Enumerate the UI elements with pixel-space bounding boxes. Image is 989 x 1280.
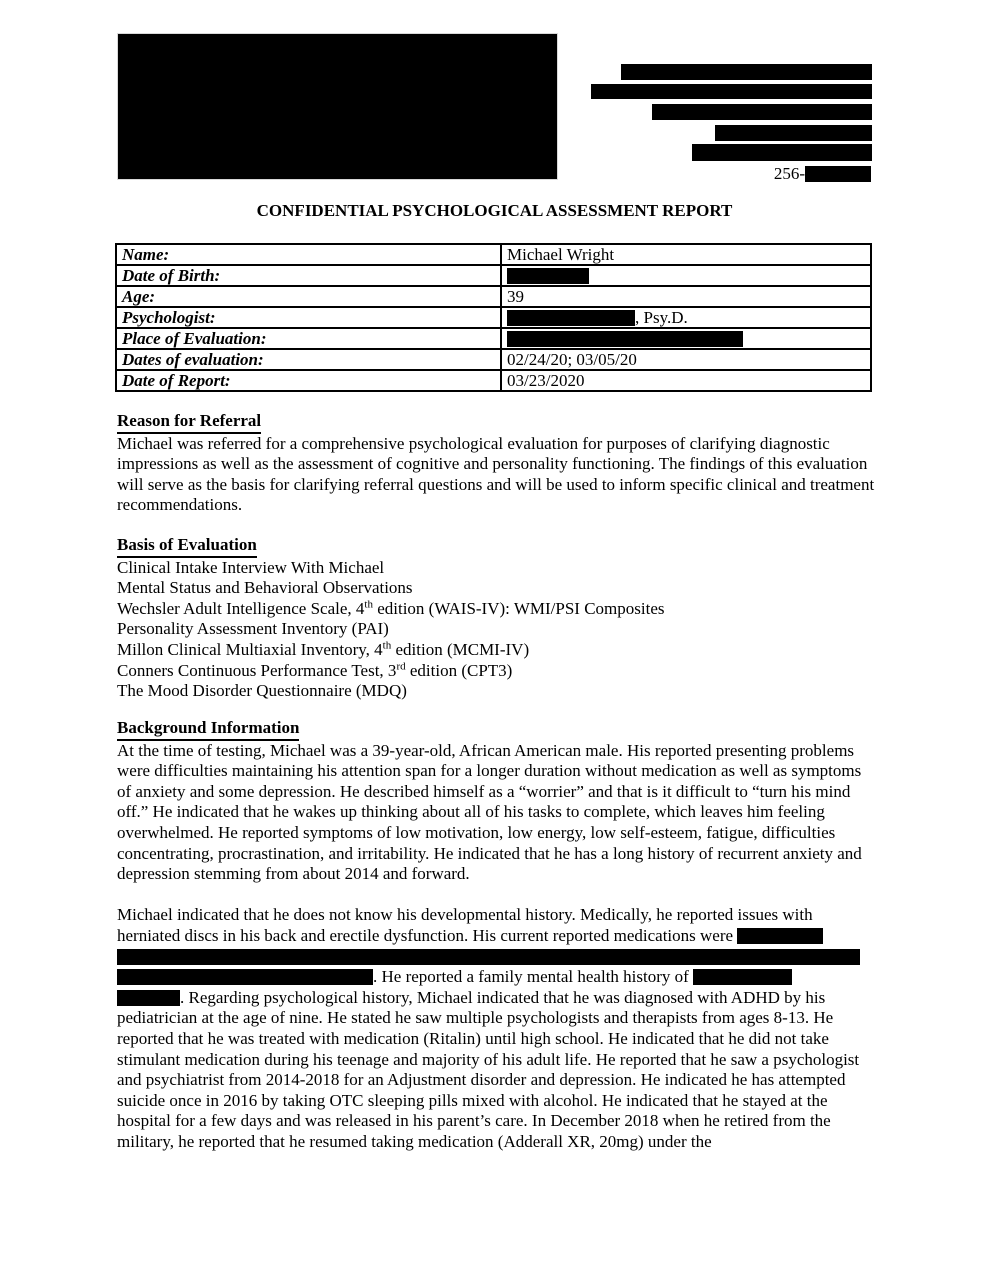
redaction-bar [652,104,872,120]
paragraph: Millon Clinical Multiaxial Inventory, 4th edition (MCMI-IV) [117,639,530,659]
section-heading: Background Information [117,718,299,741]
text-redaction [693,969,792,985]
redaction-bar [715,125,872,141]
info-label: Dates of evaluation: [116,349,501,370]
info-value: 39 [501,286,871,307]
report-title: CONFIDENTIAL PSYCHOLOGICAL ASSESSMENT REPORT [256,201,733,220]
ordinal-superscript: rd [396,659,406,672]
info-row [116,349,871,370]
redaction-bar [805,166,871,182]
text-redaction [507,310,635,326]
info-value [501,265,871,286]
info-value: , Psy.D. [501,307,871,328]
info-row [116,328,871,349]
info-row [116,370,871,391]
section-basis-of-evaluation [117,535,875,702]
info-label: Place of Evaluation: [116,328,501,349]
info-label: Psychologist: [116,307,501,328]
redaction-bar [621,64,872,80]
paragraph: Wechsler Adult Intelligence Scale, 4th edition (WAIS-IV): WMI/PSI Composites [117,598,665,618]
paragraph: The Mood Disorder Questionnaire (MDQ) [117,681,407,701]
info-row [116,286,871,307]
info-label: Name: [116,244,501,265]
paragraph: Conners Continuous Performance Test, 3rd edition (CPT3) [117,659,513,680]
section-heading: Reason for Referral [117,411,261,434]
paragraph: Mental Status and Behavioral Observations [117,578,413,598]
paragraph: Michael was referred for a comprehensive psychological evaluation for purposes of clarifying diagnostic impressions as well as the assessment of cognitive and personality functioning. The findings of this evaluation will serve as the basis for clarifying referral questions and will be used to inform specific clinical and treatment recommendations. [117,433,875,515]
paragraph: At the time of testing, Michael was a 39-year-old, African American male. His reported presenting problems were difficulties maintaining his attention span for a longer duration without medication as well as symptoms of anxiety and some depression. He described himself as a “worrier” and that is it difficult to “turn his mind off.” He indicated that he wakes up thinking about all of his tasks to complete, which leaves him feeling overwhelmed. He reported symptoms of low motivation, low energy, low self-esteem, fatigue, difficulties concentrating, procrastination, and irritability. He indicated that he has a long history of recurrent anxiety and depression stemming from about 2014 and forward. [117,740,862,884]
text-redaction [117,990,180,1006]
info-row [116,265,871,286]
info-value [501,328,871,349]
ordinal-superscript: th [382,639,392,652]
section-heading: Basis of Evaluation [117,535,257,558]
text-redaction [507,331,743,347]
text-redaction [117,949,860,965]
paragraph: Michael indicated that he does not know his developmental history. Medically, he reported issues with herniated discs in his back and erectile dysfunction. His current reported medications were . He reported a family mental health history of . Regarding psychological history, Michael indicated that he was diagnosed with ADHD by his pediatrician at the age of nine. He stated he saw multiple psychologists and therapists from ages 8-13. He reported that he was treated with medication (Ritalin) until high school. He indicated that he did not take stimulant medication during his teenage and majority of his adult life. He reported that he saw a psychologist and psychiatrist from 2014-2018 for an Adjustment disorder and depression. He indicated he has attempted suicide once in 2016 by taking OTC sleeping pills mixed with alcohol. He indicated that he stayed at the hospital for a few days and was released in his parent’s care. In December 2018 when he retired from the military, he reported that he resumed taking medication (Adderall XR, 20mg) under the [117,905,860,1151]
info-label: Date of Birth: [116,265,501,286]
case-number-prefix: 256- [773,164,805,183]
paragraph: Personality Assessment Inventory (PAI) [117,619,389,639]
info-row [116,244,871,265]
redaction-block [118,34,557,179]
info-row [116,307,871,328]
info-value: 03/23/2020 [501,370,871,391]
info-label: Age: [116,286,501,307]
text-redaction [117,969,373,985]
redaction-bar [692,144,872,161]
ordinal-superscript: th [364,598,373,611]
paragraph: Clinical Intake Interview With Michael [117,557,385,577]
section-background-information [117,718,875,1152]
redaction-bar [591,84,872,99]
case-number [774,164,871,185]
text-redaction [507,268,589,284]
info-value: Michael Wright [501,244,871,265]
info-value: 02/24/20; 03/05/20 [501,349,871,370]
patient-info-table [115,243,872,392]
text-redaction [737,928,823,944]
section-reason-for-referral [117,411,875,516]
info-label: Date of Report: [116,370,501,391]
